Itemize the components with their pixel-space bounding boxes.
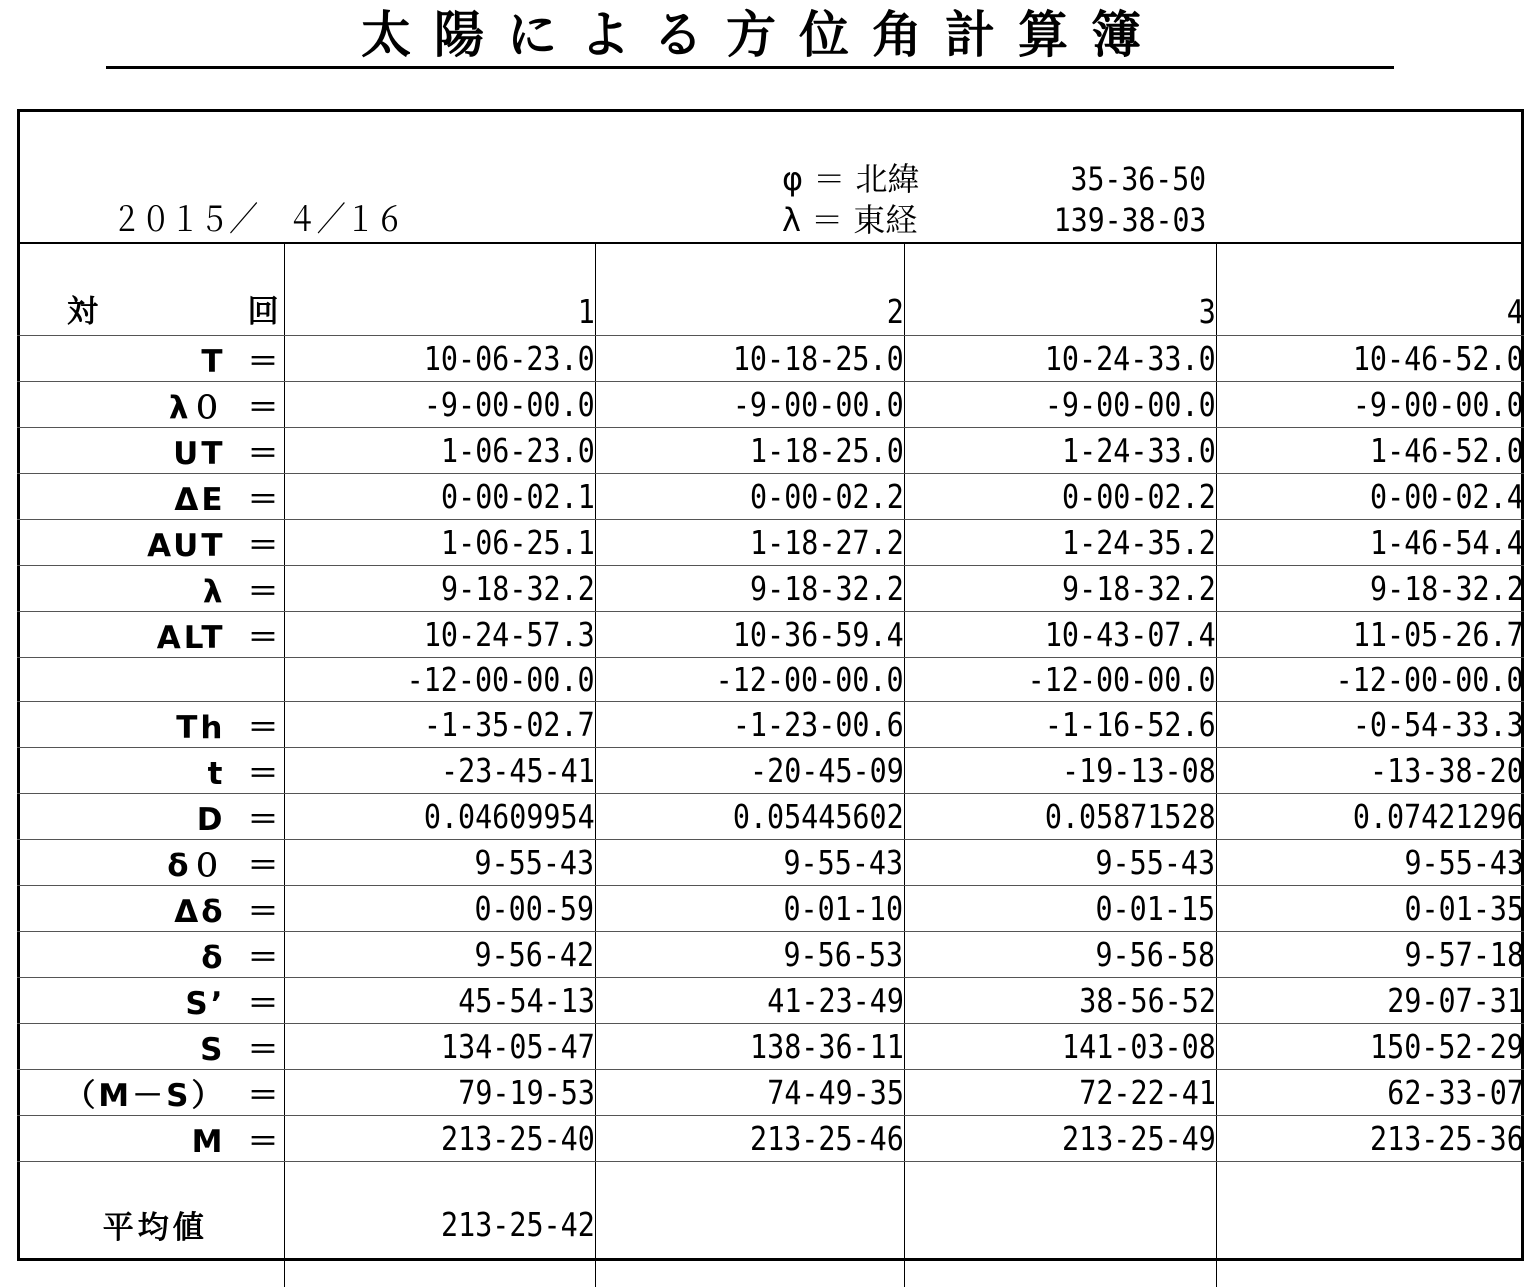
row-symbol: t	[208, 756, 226, 792]
cell-value: -23-45-41	[284, 748, 595, 794]
table-row	[17, 336, 1524, 382]
equals-sign: ＝	[226, 612, 284, 657]
equals-sign: ＝	[226, 794, 284, 839]
row-symbol: S	[200, 1032, 225, 1068]
row-label	[17, 840, 284, 886]
cell-value: 9-56-42	[284, 932, 595, 978]
cell-value: 0-00-02.4	[1216, 474, 1524, 520]
observation-date: ２０１５／ ４／１６	[112, 198, 404, 242]
cell-value: 0-00-02.2	[595, 474, 904, 520]
row-symbol: （M－S）	[64, 1078, 225, 1114]
cell-value: 150-52-29	[1216, 1024, 1524, 1070]
cell-value: -1-23-00.6	[595, 702, 904, 748]
table-row	[17, 1024, 1524, 1070]
row-symbol: Δδ	[174, 894, 225, 930]
round-header-left: 対	[67, 294, 98, 330]
cell-value: -12-00-00.0	[595, 658, 904, 702]
cell-value: -20-45-09	[595, 748, 904, 794]
cell-value: -1-35-02.7	[284, 702, 595, 748]
row-symbol: M	[192, 1124, 226, 1160]
cell-value: -12-00-00.0	[904, 658, 1216, 702]
row-symbol: ALT	[157, 620, 226, 656]
row-symbol: UT	[173, 436, 225, 472]
cell-value: -19-13-08	[904, 748, 1216, 794]
equals-sign: ＝	[226, 1116, 284, 1161]
cell-value: 1-46-52.0	[1216, 428, 1524, 474]
table-row	[17, 840, 1524, 886]
row-symbol: ΔE	[174, 482, 225, 518]
cell-value: 0.07421296	[1216, 794, 1524, 840]
cell-value: -9-00-00.0	[595, 382, 904, 428]
round-header	[17, 244, 284, 336]
latitude-label: φ ＝ 北緯	[782, 158, 919, 200]
row-label	[17, 520, 284, 566]
cell-value: -12-00-00.0	[284, 658, 595, 702]
cell-value: 0.05445602	[595, 794, 904, 840]
row-symbol: Th	[176, 710, 225, 746]
cell-value: 10-06-23.0	[284, 336, 595, 382]
table-row	[17, 658, 1524, 702]
cell-value: 10-24-57.3	[284, 612, 595, 658]
row-label	[17, 1070, 284, 1116]
cell-value: -9-00-00.0	[904, 382, 1216, 428]
empty-cell	[595, 1162, 904, 1287]
table-row	[17, 428, 1524, 474]
page-title: 太陽による方位角計算簿	[108, 4, 1394, 66]
cell-value: -12-00-00.0	[1216, 658, 1524, 702]
cell-value: 213-25-36	[1216, 1116, 1524, 1162]
cell-value: 1-18-25.0	[595, 428, 904, 474]
table-row	[17, 474, 1524, 520]
table-row	[17, 794, 1524, 840]
cell-value: 10-18-25.0	[595, 336, 904, 382]
cell-value: 38-56-52	[904, 978, 1216, 1024]
equals-sign: ＝	[226, 520, 284, 565]
average-value: 213-25-42	[284, 1162, 595, 1287]
cell-value: 10-43-07.4	[904, 612, 1216, 658]
cell-value: 1-46-54.4	[1216, 520, 1524, 566]
cell-value: 62-33-07	[1216, 1070, 1524, 1116]
equals-sign: ＝	[226, 1024, 284, 1069]
row-label	[17, 658, 284, 702]
table-row	[17, 978, 1524, 1024]
table-row	[17, 520, 1524, 566]
cell-value: 213-25-46	[595, 1116, 904, 1162]
cell-value: 9-57-18	[1216, 932, 1524, 978]
cell-value: 72-22-41	[904, 1070, 1216, 1116]
cell-value: 0-00-59	[284, 886, 595, 932]
row-label	[17, 1116, 284, 1162]
cell-value: -9-00-00.0	[284, 382, 595, 428]
cell-value: 134-05-47	[284, 1024, 595, 1070]
row-label	[17, 474, 284, 520]
row-label	[17, 428, 284, 474]
cell-value: 9-55-43	[595, 840, 904, 886]
round-header-right: 回	[248, 294, 279, 330]
row-label	[17, 566, 284, 612]
cell-value: 9-55-43	[284, 840, 595, 886]
equals-sign: ＝	[226, 840, 284, 885]
row-symbol: δ０	[167, 848, 225, 884]
equals-sign: ＝	[226, 382, 284, 427]
cell-value: 0-00-02.1	[284, 474, 595, 520]
row-label	[17, 612, 284, 658]
equals-sign: ＝	[226, 474, 284, 519]
row-symbol: D	[197, 802, 226, 838]
cell-value: 0-00-02.2	[904, 474, 1216, 520]
equals-sign: ＝	[226, 336, 284, 381]
row-label	[17, 932, 284, 978]
cell-value: 10-24-33.0	[904, 336, 1216, 382]
cell-value: 41-23-49	[595, 978, 904, 1024]
row-label	[17, 702, 284, 748]
cell-value: 29-07-31	[1216, 978, 1524, 1024]
cell-value: 11-05-26.7	[1216, 612, 1524, 658]
row-label	[17, 794, 284, 840]
cell-value: 10-46-52.0	[1216, 336, 1524, 382]
table-row	[17, 702, 1524, 748]
equals-sign: ＝	[226, 932, 284, 977]
row-symbol: T	[201, 344, 225, 380]
row-label	[17, 1024, 284, 1070]
cell-value: 10-36-59.4	[595, 612, 904, 658]
cell-value: 79-19-53	[284, 1070, 595, 1116]
longitude-label: λ ＝ 東経	[782, 199, 917, 241]
equals-sign: ＝	[226, 1070, 284, 1115]
table-row	[17, 1116, 1524, 1162]
cell-value: 0.05871528	[904, 794, 1216, 840]
cell-value: 138-36-11	[595, 1024, 904, 1070]
row-symbol: δ	[201, 940, 225, 976]
equals-sign: ＝	[226, 886, 284, 931]
cell-value: 0-01-10	[595, 886, 904, 932]
row-label	[17, 336, 284, 382]
cell-value: 213-25-49	[904, 1116, 1216, 1162]
table-row	[17, 566, 1524, 612]
cell-value: 9-18-32.2	[1216, 566, 1524, 612]
table-row	[17, 932, 1524, 978]
row-label	[17, 748, 284, 794]
row-label	[17, 978, 284, 1024]
cell-value: 9-56-53	[595, 932, 904, 978]
equals-sign: ＝	[226, 978, 284, 1023]
cell-value: 45-54-13	[284, 978, 595, 1024]
column-header-3: 3	[904, 244, 1216, 336]
table-row	[17, 1070, 1524, 1116]
latitude-value: 35-36-50	[1070, 158, 1206, 200]
table-row	[17, 382, 1524, 428]
column-header-1: 1	[284, 244, 595, 336]
cell-value: 0.04609954	[284, 794, 595, 840]
row-symbol: λ０	[169, 390, 226, 426]
cell-value: -9-00-00.0	[1216, 382, 1524, 428]
cell-value: 74-49-35	[595, 1070, 904, 1116]
cell-value: 9-18-32.2	[595, 566, 904, 612]
title-underline	[106, 66, 1394, 69]
empty-cell	[1216, 1162, 1524, 1287]
column-header-row	[17, 244, 1524, 336]
cell-value: -0-54-33.3	[1216, 702, 1524, 748]
cell-value: 1-18-27.2	[595, 520, 904, 566]
cell-value: -13-38-20	[1216, 748, 1524, 794]
cell-value: 141-03-08	[904, 1024, 1216, 1070]
cell-value: 1-06-25.1	[284, 520, 595, 566]
average-label: 平均値	[17, 1162, 284, 1287]
table-row	[17, 748, 1524, 794]
cell-value: 1-24-35.2	[904, 520, 1216, 566]
empty-cell	[904, 1162, 1216, 1287]
longitude-value: 139-38-03	[1053, 199, 1206, 241]
cell-value: 9-55-43	[904, 840, 1216, 886]
cell-value: 9-55-43	[1216, 840, 1524, 886]
calculation-table	[17, 244, 1524, 1287]
table-row	[17, 886, 1524, 932]
equals-sign: ＝	[226, 428, 284, 473]
row-label	[17, 886, 284, 932]
row-symbol: AUT	[147, 528, 225, 564]
cell-value: -1-16-52.6	[904, 702, 1216, 748]
column-header-4: 4	[1216, 244, 1524, 336]
equals-sign: ＝	[226, 566, 284, 611]
cell-value: 0-01-15	[904, 886, 1216, 932]
cell-value: 9-18-32.2	[904, 566, 1216, 612]
cell-value: 213-25-40	[284, 1116, 595, 1162]
row-symbol: S’	[185, 986, 225, 1022]
table-row	[17, 612, 1524, 658]
cell-value: 9-18-32.2	[284, 566, 595, 612]
row-symbol: λ	[203, 574, 226, 610]
column-header-2: 2	[595, 244, 904, 336]
row-label	[17, 382, 284, 428]
equals-sign: ＝	[226, 748, 284, 793]
equals-sign: ＝	[226, 702, 284, 747]
cell-value: 1-06-23.0	[284, 428, 595, 474]
cell-value: 0-01-35	[1216, 886, 1524, 932]
average-row	[17, 1162, 1524, 1287]
cell-value: 1-24-33.0	[904, 428, 1216, 474]
cell-value: 9-56-58	[904, 932, 1216, 978]
